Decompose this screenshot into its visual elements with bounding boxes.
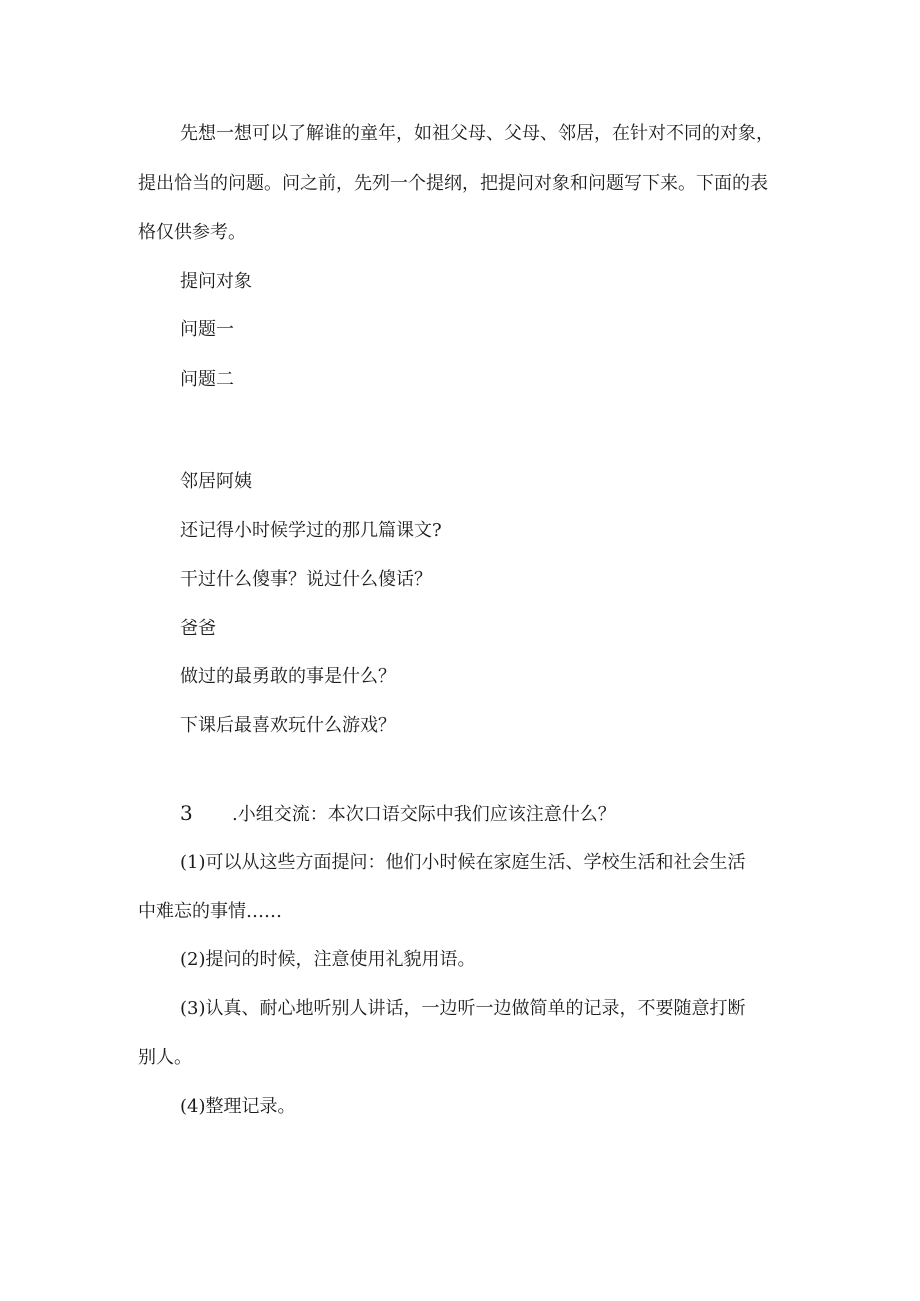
intro-line-3: 格仅供参考。 [138, 222, 246, 243]
section-3-number: 3 [180, 801, 193, 825]
intro-line-2: 提出恰当的问题。问之前，先列一个提纲，把提问对象和问题写下来。下面的表 [138, 173, 768, 194]
table-header-question-1: 问题一 [180, 319, 234, 340]
section-3-title: .小组交流：本次口语交际中我们应该注意什么？ [232, 804, 616, 825]
point-1-line-1: (1)可以从这些方面提问：他们小时候在家庭生活、学校生活和社会生活 [180, 852, 746, 873]
table-row-1-question-2: 干过什么傻事？说过什么傻话？ [180, 569, 432, 590]
point-2-line-1: (2)提问的时候，注意使用礼貌用语。 [180, 949, 476, 970]
table-header-question-2: 问题二 [180, 369, 234, 390]
point-3-line-1: (3)认真、耐心地听别人讲话，一边听一边做简单的记录，不要随意打断 [180, 998, 746, 1019]
table-row-1-subject: 邻居阿姨 [180, 471, 252, 492]
table-header-subject: 提问对象 [180, 271, 252, 292]
point-3-line-2: 别人。 [138, 1047, 192, 1068]
intro-line-1: 先想一想可以了解谁的童年，如祖父母、父母、邻居，在针对不同的对象， [180, 123, 774, 144]
point-4-line-1: (4)整理记录。 [180, 1096, 296, 1117]
table-row-2-subject: 爸爸 [180, 618, 216, 639]
table-row-2-question-2: 下课后最喜欢玩什么游戏？ [180, 715, 396, 736]
table-row-1-question-1: 还记得小时候学过的那几篇课文? [180, 520, 442, 541]
point-1-line-2: 中难忘的事情…… [138, 901, 282, 922]
table-row-2-question-1: 做过的最勇敢的事是什么？ [180, 666, 396, 687]
